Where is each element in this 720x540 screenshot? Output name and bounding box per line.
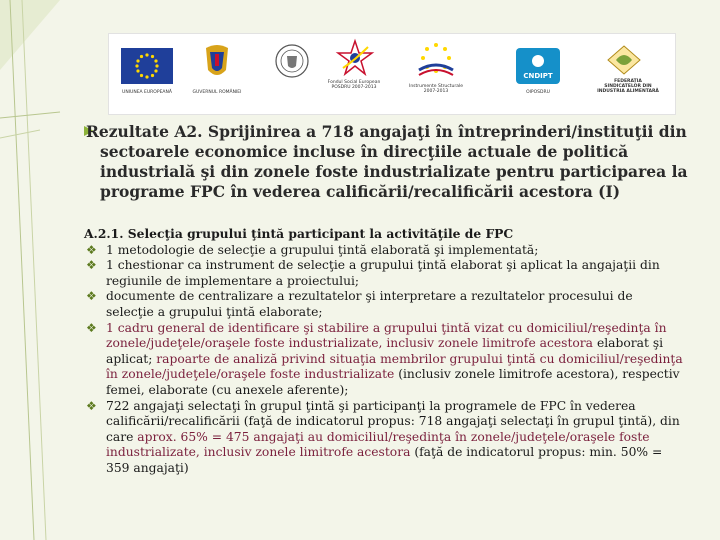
section-title: A.2.1. Selecţia grupului ţintă participant la activităţile de FPC xyxy=(84,226,514,241)
list-item-text: elaborat şi aplicat; xyxy=(106,336,664,366)
list-item xyxy=(84,258,684,289)
list-item xyxy=(84,243,684,259)
diamond-bullet-icon: ❖ xyxy=(86,242,97,257)
diamond-bullet-icon: ❖ xyxy=(86,258,97,273)
list-item-text: (inclusiv zonele limitrofe acestora), respectiv femei, elaborate (cu anexele aferente); xyxy=(106,367,680,397)
gov-caption: GUVERNUL ROMÂNIEI xyxy=(192,90,242,95)
cndipt-caption: OIPOSDRU xyxy=(526,90,550,95)
diamond-bullet-icon: ❖ xyxy=(86,320,97,335)
list-item-text: documente de centralizare a rezultatelor şi interpretare a rezultatelor procesului de selecţie a grupului ţintă elaborate; xyxy=(106,289,633,319)
ministry-seal-icon xyxy=(275,44,309,78)
fse-star-icon xyxy=(335,38,375,78)
highlight-text: 1 cadru general de identificare şi stabilire a grupului ţintă vizat cu domiciliul/reşedinţa în zonele/judeţele/oraşele foste industrializate, inclusiv zonele limitrofe acestora xyxy=(106,320,667,351)
list-item-text: 1 chestionar ca instrument de selecţie a grupului ţintă elaborat şi aplicat la angajaţii din regiunile de implementare a proiectului; xyxy=(106,258,660,288)
eu-flag-icon xyxy=(121,48,173,84)
federation-logo-icon xyxy=(606,44,642,76)
cndipt-logo-text: CNDIPT xyxy=(523,72,553,80)
structural-instruments-icon xyxy=(415,40,457,80)
diamond-bullet-icon: ❖ xyxy=(86,398,97,413)
is-caption: Instrumente Structurale 2007-2013 xyxy=(409,84,463,94)
diamond-bullet-icon: ❖ xyxy=(86,289,97,304)
slide-heading: Rezultate A2. Sprijinirea a 718 angajaţi în întreprinderi/instituţii din sectoarele economice incluse în direcţiile actuale de politică industrială şi din zonele foste industrializate pentru participarea la programe FPC în vederea calificării/recalificării acestora (I) xyxy=(86,122,688,201)
coat-of-arms-icon xyxy=(204,42,230,82)
eu-caption: UNIUNEA EUROPEANĂ xyxy=(122,90,172,95)
list-item-text: 722 angajaţi selectaţi în grupul ţintă şi participanţi la programele de FPC în vederea calificării/recalificării (faţă de indicatorul propus: 718 angajaţi selectaţi în grupul ţintă), din care xyxy=(106,398,680,444)
federation-caption: FEDERAȚIA SINDICATELOR DIN INDUSTRIA ALIMENTARĂ xyxy=(597,79,659,94)
section-content xyxy=(84,226,684,477)
fse-caption: Fondul Social European POSDRU 2007-2013 xyxy=(327,80,381,90)
highlight-text: aprox. 65% = 475 angajaţi au domiciliul/reşedinţa în zonele/judeţele/oraşele foste industrializate, inclusiv zonele limitrofe acestora xyxy=(106,429,650,460)
list-item xyxy=(84,399,684,477)
bullet-list xyxy=(84,243,684,477)
logo-strip xyxy=(108,33,676,115)
list-item xyxy=(84,321,684,399)
list-item-text: (faţă de indicatorul propus: min. 50% = 359 angajaţi) xyxy=(106,445,663,475)
list-item-text: 1 metodologie de selecţie a grupului ţintă elaborată şi implementată; xyxy=(106,242,539,257)
cndipt-logo-icon xyxy=(516,48,560,84)
list-item xyxy=(84,289,684,320)
highlight-text: rapoarte de analiză privind situaţia membrilor grupului ţintă cu domiciliul/reşedinţa în zonele/judeţele/oraşele foste industrializate xyxy=(106,351,683,382)
